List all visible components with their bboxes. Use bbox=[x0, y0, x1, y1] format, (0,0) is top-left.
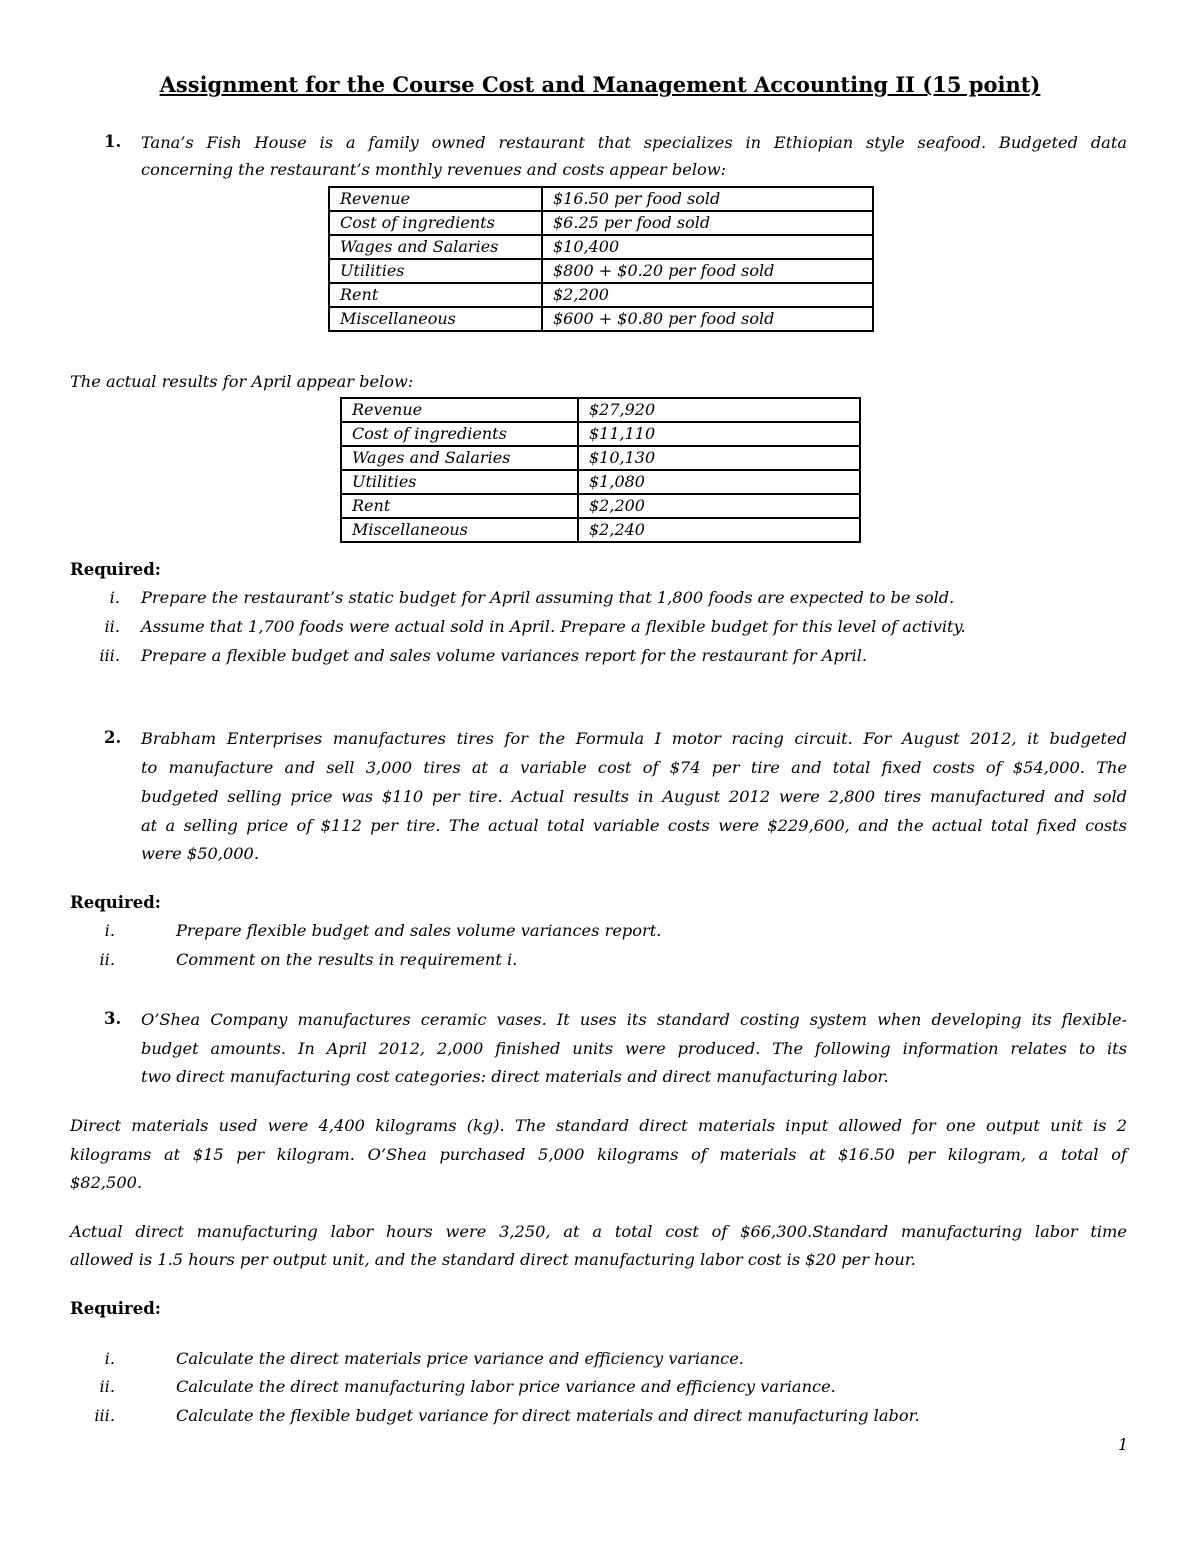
table-row bbox=[329, 283, 873, 307]
table-cell: Wages and Salaries bbox=[329, 235, 542, 259]
table-row bbox=[341, 398, 860, 422]
requirement-text: Prepare the restaurant’s static budget for April assuming that 1,800 foods are expected to be sold. bbox=[141, 588, 955, 607]
required-heading: Required: bbox=[70, 893, 161, 912]
required-heading: Required: bbox=[70, 1299, 161, 1318]
table-cell: Utilities bbox=[329, 259, 542, 283]
table-cell: $2,200 bbox=[542, 283, 873, 307]
q2-text-line: to manufacture and sell 3,000 tires at a variable cost of $74 per tire and total fixed costs of $54,000. The bbox=[141, 758, 1127, 777]
page-title: Assignment for the Course Cost and Management Accounting II (15 point) bbox=[159, 72, 1041, 97]
table-cell: $27,920 bbox=[578, 398, 860, 422]
table-row bbox=[329, 307, 873, 331]
q2-text-line: budgeted selling price was $110 per tire. Actual results in August 2012 were 2,800 tires manufactured and sold bbox=[141, 787, 1127, 806]
q3-text-line: budget amounts. In April 2012, 2,000 finished units were produced. The following information relates to its bbox=[141, 1039, 1127, 1058]
requirement-numeral: iii. bbox=[94, 1406, 115, 1425]
requirement-numeral: ii. bbox=[99, 1377, 115, 1396]
table-cell: Rent bbox=[341, 494, 578, 518]
requirement-numeral: iii. bbox=[99, 646, 120, 665]
requirement-text: Prepare a flexible budget and sales volume variances report for the restaurant for April. bbox=[141, 646, 868, 665]
table-cell: $2,200 bbox=[578, 494, 860, 518]
q1-intro-line: Tana’s Fish House is a family owned restaurant that specializes in Ethiopian style seafood. Budgeted data bbox=[141, 133, 1127, 152]
q3-text-line: two direct manufacturing cost categories: direct materials and direct manufacturing labor. bbox=[141, 1067, 889, 1086]
q2-text-line: at a selling price of $112 per tire. The actual total variable costs were $229,600, and the actual total fixed costs bbox=[141, 816, 1127, 835]
table-cell: $800 + $0.20 per food sold bbox=[542, 259, 873, 283]
table-cell: $600 + $0.80 per food sold bbox=[542, 307, 873, 331]
table-row bbox=[329, 211, 873, 235]
table-cell: $10,130 bbox=[578, 446, 860, 470]
table-row bbox=[329, 235, 873, 259]
page-number: 1 bbox=[1118, 1435, 1129, 1454]
table-cell: Revenue bbox=[341, 398, 578, 422]
labor-paragraph-line: Actual direct manufacturing labor hours were 3,250, at a total cost of $66,300.Standard manufacturing labor time bbox=[70, 1222, 1127, 1241]
table-cell: Miscellaneous bbox=[329, 307, 542, 331]
q2-text-line: were $50,000. bbox=[141, 844, 259, 863]
requirement-text: Calculate the flexible budget variance for direct materials and direct manufacturing labor. bbox=[176, 1406, 920, 1425]
table-row bbox=[341, 494, 860, 518]
requirement-numeral: i. bbox=[104, 921, 115, 940]
materials-paragraph-line: $82,500. bbox=[70, 1173, 143, 1192]
table-cell: Revenue bbox=[329, 187, 542, 211]
table-cell: $10,400 bbox=[542, 235, 873, 259]
table-cell: Rent bbox=[329, 283, 542, 307]
question-number: 3. bbox=[104, 1009, 122, 1028]
table-cell: $16.50 per food sold bbox=[542, 187, 873, 211]
question-number: 1. bbox=[104, 132, 122, 151]
table-cell: Wages and Salaries bbox=[341, 446, 578, 470]
labor-paragraph-line: allowed is 1.5 hours per output unit, and the standard direct manufacturing labor cost is $20 per hour. bbox=[70, 1250, 916, 1269]
table-cell: Miscellaneous bbox=[341, 518, 578, 542]
budget-table bbox=[328, 186, 874, 332]
requirement-numeral: i. bbox=[104, 1349, 115, 1368]
requirement-text: Calculate the direct manufacturing labor price variance and efficiency variance. bbox=[176, 1377, 836, 1396]
table-cell: Utilities bbox=[341, 470, 578, 494]
requirement-text: Assume that 1,700 foods were actual sold in April. Prepare a flexible budget for this level of activity. bbox=[141, 617, 966, 636]
actual-results-table bbox=[340, 397, 861, 543]
table-cell: Cost of ingredients bbox=[341, 422, 578, 446]
table-row bbox=[341, 470, 860, 494]
materials-paragraph-line: Direct materials used were 4,400 kilograms (kg). The standard direct materials input allowed for one output unit is 2 bbox=[70, 1116, 1127, 1135]
actual-results-intro: The actual results for April appear below: bbox=[70, 372, 414, 391]
requirement-numeral: ii. bbox=[104, 617, 120, 636]
requirement-numeral: i. bbox=[109, 588, 120, 607]
requirement-numeral: ii. bbox=[99, 950, 115, 969]
materials-paragraph-line: kilograms at $15 per kilogram. O’Shea purchased 5,000 kilograms of materials at $16.50 per kilogram, a total of bbox=[70, 1145, 1127, 1164]
q1-intro-line: concerning the restaurant’s monthly revenues and costs appear below: bbox=[141, 160, 727, 179]
table-row bbox=[341, 518, 860, 542]
question-number: 2. bbox=[104, 728, 122, 747]
q3-text-line: O’Shea Company manufactures ceramic vases. It uses its standard costing system when developing its flexible- bbox=[141, 1010, 1127, 1029]
table-cell: $2,240 bbox=[578, 518, 860, 542]
table-row bbox=[341, 422, 860, 446]
requirement-text: Calculate the direct materials price variance and efficiency variance. bbox=[176, 1349, 744, 1368]
table-cell: $1,080 bbox=[578, 470, 860, 494]
table-cell: $6.25 per food sold bbox=[542, 211, 873, 235]
table-row bbox=[329, 187, 873, 211]
table-row bbox=[329, 259, 873, 283]
table-row bbox=[341, 446, 860, 470]
table-cell: Cost of ingredients bbox=[329, 211, 542, 235]
required-heading: Required: bbox=[70, 560, 161, 579]
requirement-text: Prepare flexible budget and sales volume variances report. bbox=[176, 921, 662, 940]
q2-text-line: Brabham Enterprises manufactures tires for the Formula I motor racing circuit. For August 2012, it budgeted bbox=[141, 729, 1127, 748]
requirement-text: Comment on the results in requirement i. bbox=[176, 950, 518, 969]
table-cell: $11,110 bbox=[578, 422, 860, 446]
